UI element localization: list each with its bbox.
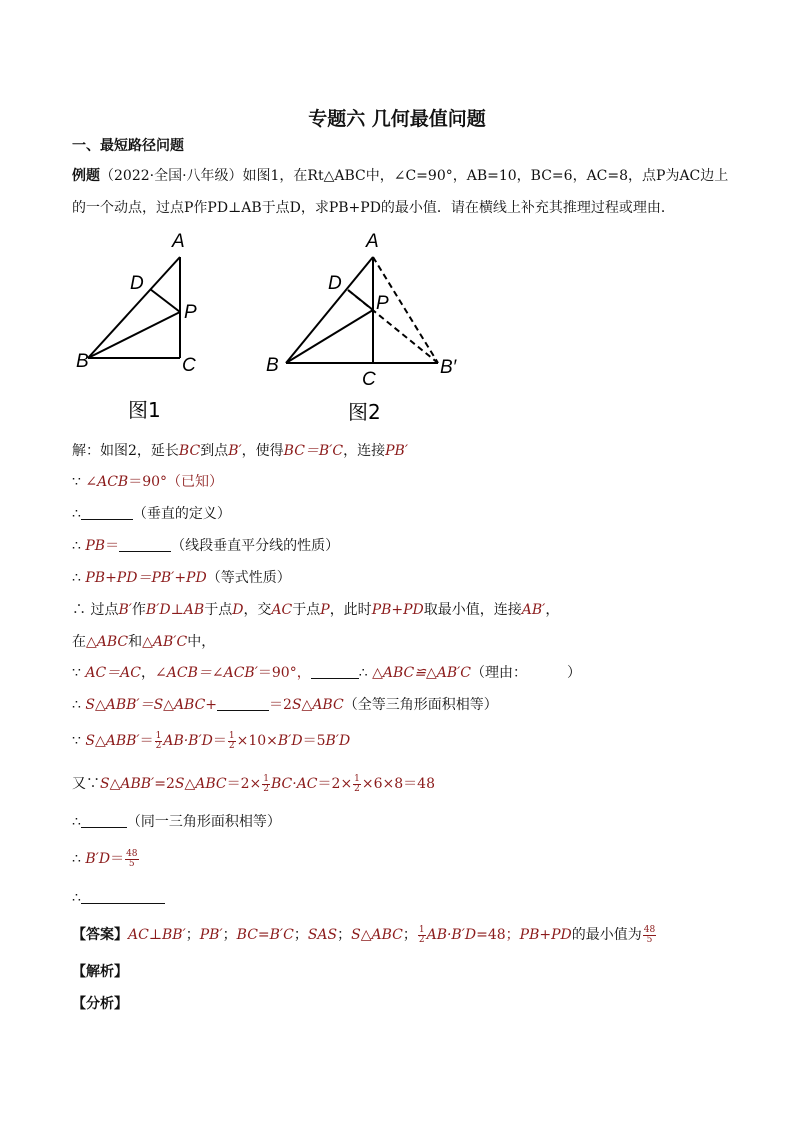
- solution-line-13: ∴ B′D＝ $\frac{48}{5}$: [72, 848, 138, 869]
- example-line-1: 例题（2022·全国·八年级）如图1，在Rt△ABC中，∠C=90°，AB=10，BC=6，AC=8，点P为AC边上: [72, 168, 729, 184]
- fig1-label-b: B: [76, 351, 89, 372]
- fig2-label-b: B: [266, 355, 279, 376]
- fraction-48-5: $\frac{48}{5}$: [643, 924, 656, 945]
- solution-line-9: ∴ S△ABB′＝S△ABC+ ＝2S△ABC（全等三角形面积相等）: [72, 697, 498, 713]
- solution-line-2: ∵ ∠ACB＝90°（已知）: [72, 474, 224, 490]
- figure-1: [70, 225, 220, 425]
- answer-line: 【答案】AC⊥BB′；PB′；BC=B′C；SAS；S△ABC； $\frac{1}{2}$ AB·B′D=48；PB+PD的最小值为 $\frac{48}{5}$: [72, 924, 656, 945]
- answer-blank[interactable]: [119, 537, 171, 552]
- section-heading: 一、最短路径问题: [72, 138, 184, 154]
- fig1-caption: 图1: [128, 398, 161, 422]
- fig2-label-bprime: B′: [440, 357, 457, 378]
- example-label: 例题: [72, 168, 100, 184]
- fraction-half: $\frac{1}{2}$: [418, 924, 425, 945]
- solution-line-4: ∴ PB＝ （线段垂直平分线的性质）: [72, 538, 340, 554]
- answer-label: 【答案】: [72, 927, 128, 943]
- solution-line-5: ∴ PB+PD＝PB′+PD（等式性质）: [72, 570, 291, 586]
- fraction-half: $\frac{1}{2}$: [228, 730, 235, 751]
- answer-blank[interactable]: [81, 889, 165, 904]
- solution-line-1: 解：如图2，延长BC到点B′，使得BC＝B′C，连接PB′: [72, 443, 408, 459]
- solution-line-14: ∴: [72, 888, 165, 908]
- answer-blank[interactable]: [311, 664, 359, 679]
- solution-line-12: ∴ （同一三角形面积相等）: [72, 814, 281, 830]
- answer-blank[interactable]: [217, 696, 269, 711]
- page-title: 专题六 几何最值问题: [308, 108, 486, 130]
- solution-line-10: ∵ S△ABB′＝ $\frac{1}{2}$ AB·B′D＝ $\frac{1}{2}$ ×10×B′D＝5B′D: [72, 730, 351, 751]
- analysis-label: 【解析】: [72, 964, 128, 980]
- solution-line-3: ∴ （垂直的定义）: [72, 506, 231, 522]
- fig1-label-d: D: [130, 273, 144, 294]
- fig2-label-p: P: [376, 293, 389, 314]
- example-line-2: 的一个动点，过点P作PD⊥AB于点D，求PB+PD的最小值．请在横线上补充其推理过程或理由．: [72, 200, 675, 216]
- fraction-48-5: $\frac{48}{5}$: [126, 848, 138, 869]
- fig1-label-c: C: [182, 355, 196, 376]
- fig2-label-a: A: [366, 231, 379, 252]
- fraction-half: $\frac{1}{2}$: [155, 730, 162, 751]
- solution-line-11: 又∵S△ABB′=2S△ABC＝2× $\frac{1}{2}$ BC·AC＝2× $\frac{1}{2}$ ×6×8＝48: [72, 773, 435, 794]
- solution-line-7: 在△ABC和△AB′C中，: [72, 634, 216, 650]
- fraction-half: $\frac{1}{2}$: [263, 773, 269, 794]
- fraction-half: $\frac{1}{2}$: [354, 773, 360, 794]
- answer-blank[interactable]: [81, 813, 127, 828]
- solution-line-8: ∵ AC＝AC，∠ACB＝∠ACB′＝90°， ∴ △ABC≌△AB′C（理由： ）: [72, 665, 582, 681]
- figure-2: [258, 225, 478, 430]
- fig2-label-c: C: [362, 369, 376, 390]
- solution-line-6: ∴ 过点B′作B′D⊥AB于点D，交AC于点P，此时PB+PD取最小值，连接AB′，: [72, 602, 560, 618]
- answer-blank[interactable]: [81, 505, 133, 520]
- fig2-label-d: D: [328, 273, 342, 294]
- fig1-label-p: P: [184, 302, 197, 323]
- fig2-caption: 图2: [348, 400, 381, 424]
- fig1-label-a: A: [172, 231, 185, 252]
- analysis2-label: 【分析】: [72, 996, 128, 1012]
